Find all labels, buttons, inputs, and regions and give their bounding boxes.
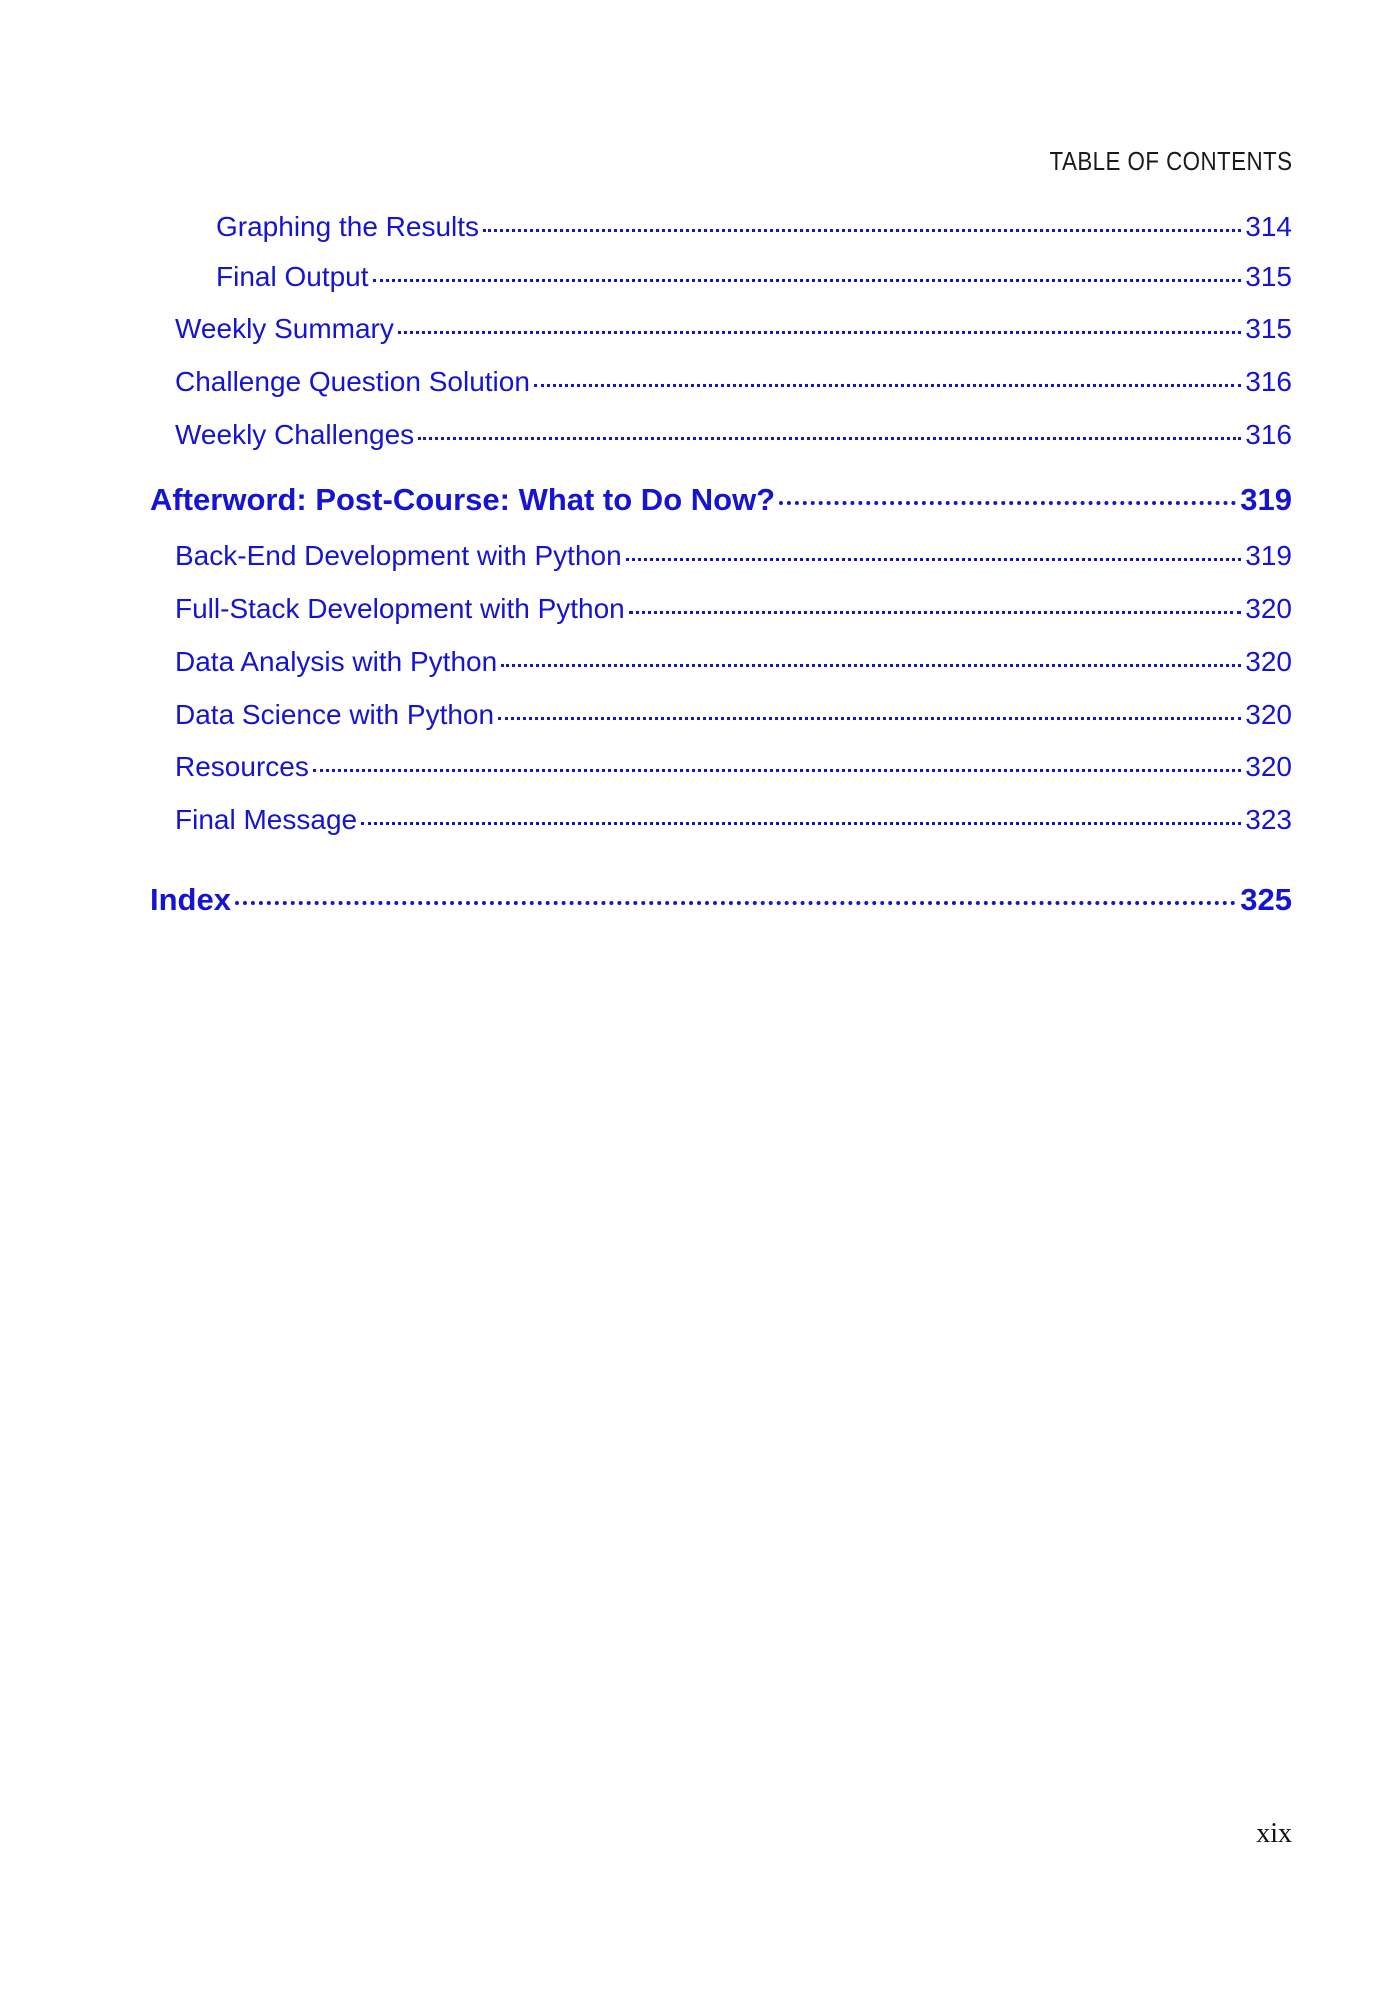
toc-entry-final-message[interactable] bbox=[175, 801, 1292, 836]
toc-entry-label: Data Analysis with Python bbox=[175, 646, 498, 677]
toc-entry-page: 323 bbox=[1245, 804, 1292, 835]
toc-entry-weekly-challenges[interactable] bbox=[175, 416, 1292, 451]
leader-dots bbox=[498, 696, 1241, 724]
toc-entry-page: 316 bbox=[1245, 419, 1292, 450]
running-head: TABLE OF CONTENTS bbox=[1049, 146, 1292, 176]
toc-entry-page: 320 bbox=[1245, 751, 1292, 782]
toc-entry-label: Full-Stack Development with Python bbox=[175, 593, 625, 624]
toc-entry-page: 320 bbox=[1245, 593, 1292, 624]
leader-dots bbox=[779, 479, 1236, 510]
toc-entry-label: Final Message bbox=[175, 804, 358, 835]
page-number: xix bbox=[1256, 1818, 1292, 1849]
toc-entry-graphing-the-results[interactable] bbox=[216, 208, 1292, 243]
leader-dots bbox=[534, 363, 1241, 391]
toc-entry-challenge-question-solution[interactable] bbox=[175, 363, 1292, 398]
toc-entry-page: 315 bbox=[1245, 261, 1292, 292]
toc-entry-data-analysis[interactable] bbox=[175, 643, 1292, 678]
toc-entry-resources[interactable] bbox=[175, 748, 1292, 783]
toc-entry-label: Resources bbox=[175, 751, 309, 782]
toc-entry-label: Graphing the Results bbox=[216, 211, 480, 242]
toc-entry-page: 315 bbox=[1245, 313, 1292, 344]
toc-entry-page: 314 bbox=[1245, 211, 1292, 242]
toc-entry-full-stack-development[interactable] bbox=[175, 590, 1292, 625]
leader-dots bbox=[235, 879, 1236, 910]
leader-dots bbox=[313, 748, 1241, 776]
leader-dots bbox=[629, 590, 1242, 618]
toc-entry-label: Weekly Summary bbox=[175, 313, 394, 344]
leader-dots bbox=[398, 310, 1241, 338]
toc-entry-page: 325 bbox=[1240, 882, 1292, 917]
toc-entry-label: Weekly Challenges bbox=[175, 419, 415, 450]
toc-entry-final-output[interactable] bbox=[216, 258, 1292, 293]
toc-entry-page: 320 bbox=[1245, 646, 1292, 677]
toc-entry-label: Index bbox=[150, 882, 231, 917]
toc-entry-label: Final Output bbox=[216, 261, 369, 292]
toc-entry-page: 319 bbox=[1240, 482, 1292, 517]
leader-dots bbox=[483, 208, 1241, 236]
toc-entry-label: Afterword: Post-Course: What to Do Now? bbox=[150, 482, 776, 517]
toc-entry-label: Challenge Question Solution bbox=[175, 366, 530, 397]
toc-entry-page: 316 bbox=[1245, 366, 1292, 397]
leader-dots bbox=[373, 258, 1242, 286]
leader-dots bbox=[626, 537, 1242, 565]
toc-entry-label: Data Science with Python bbox=[175, 699, 495, 730]
toc-entry-data-science[interactable] bbox=[175, 696, 1292, 731]
toc-entry-afterword[interactable] bbox=[150, 479, 1292, 518]
toc-entry-weekly-summary[interactable] bbox=[175, 310, 1292, 345]
toc-entry-index[interactable] bbox=[150, 879, 1292, 918]
toc-entry-label: Back-End Development with Python bbox=[175, 540, 622, 571]
leader-dots bbox=[501, 643, 1241, 671]
toc-entry-page: 320 bbox=[1245, 699, 1292, 730]
leader-dots bbox=[361, 801, 1241, 829]
leader-dots bbox=[418, 416, 1241, 444]
toc-entry-back-end-development[interactable] bbox=[175, 537, 1292, 572]
toc-entry-page: 319 bbox=[1245, 540, 1292, 571]
